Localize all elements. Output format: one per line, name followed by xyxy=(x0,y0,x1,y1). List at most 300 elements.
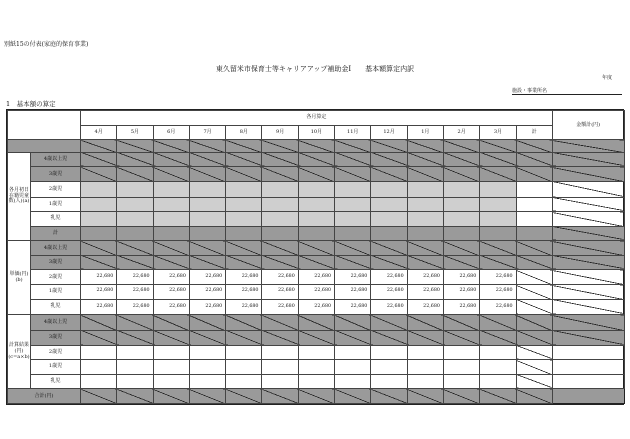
result-cell[interactable] xyxy=(335,345,371,360)
price-cell xyxy=(81,255,117,270)
month-header-cell xyxy=(153,125,189,140)
row-label: 3歳児 xyxy=(48,259,63,266)
count-cell[interactable] xyxy=(407,181,443,197)
unit-price: 22,680 xyxy=(314,303,332,309)
result-cell[interactable] xyxy=(81,360,117,375)
unit-price: 22,680 xyxy=(169,273,186,279)
result-cell xyxy=(407,315,443,331)
count-cell[interactable] xyxy=(81,181,117,197)
table-cell xyxy=(335,140,371,153)
table-row xyxy=(8,140,625,153)
sum-cell xyxy=(516,212,552,227)
sum-cell xyxy=(516,374,552,389)
unit-price: 22,680 xyxy=(96,303,114,309)
month-header-cell xyxy=(81,125,117,140)
table-cell xyxy=(407,140,443,153)
count-cell xyxy=(262,226,298,241)
count-cell[interactable] xyxy=(298,181,334,197)
sum-cell xyxy=(516,241,552,256)
price-cell xyxy=(407,285,443,300)
count-cell[interactable] xyxy=(81,197,117,212)
count-cell[interactable] xyxy=(407,212,443,227)
row-label-cell xyxy=(31,241,81,256)
unit-price: 22,680 xyxy=(132,288,150,294)
month-header-cell xyxy=(298,125,334,140)
unit-price: 22,680 xyxy=(314,288,332,294)
month-header: 10月 xyxy=(310,128,323,135)
total-month-cell xyxy=(81,389,117,404)
unit-price: 22,680 xyxy=(495,288,513,294)
result-cell[interactable] xyxy=(262,374,298,389)
count-cell xyxy=(117,152,153,167)
total-sum-cell xyxy=(516,389,552,404)
row-label: 乳児 xyxy=(50,215,61,222)
unit-price: 22,680 xyxy=(459,288,477,294)
table-cell xyxy=(8,140,81,153)
result-cell[interactable] xyxy=(226,345,262,360)
count-cell xyxy=(443,226,479,241)
sum-cell xyxy=(516,330,552,345)
unit-price: 22,680 xyxy=(96,273,114,279)
price-cell xyxy=(117,270,153,285)
table-cell xyxy=(226,140,262,153)
result-cell xyxy=(226,330,262,345)
result-cell[interactable] xyxy=(443,374,479,389)
sum-cell xyxy=(516,152,552,167)
row-label-cell xyxy=(31,212,81,227)
result-cell[interactable] xyxy=(189,345,225,360)
count-cell[interactable] xyxy=(153,212,189,227)
result-cell[interactable] xyxy=(480,345,516,360)
result-cell[interactable] xyxy=(480,374,516,389)
price-cell xyxy=(117,299,153,315)
unit-price: 22,680 xyxy=(169,303,186,309)
table-row xyxy=(8,212,625,227)
sum-cell xyxy=(516,181,552,197)
amount-cell[interactable] xyxy=(552,345,624,360)
row-label: 1歳児 xyxy=(48,363,63,370)
count-cell[interactable] xyxy=(443,197,479,212)
result-cell[interactable] xyxy=(189,360,225,375)
result-cell[interactable] xyxy=(81,374,117,389)
result-cell[interactable] xyxy=(371,374,407,389)
group-label: 各月初日在籍児童数(人)(a) xyxy=(8,186,30,205)
unit-price: 22,680 xyxy=(277,288,295,294)
total-label: 合計(円) xyxy=(34,392,54,399)
price-cell xyxy=(335,270,371,285)
result-cell xyxy=(117,330,153,345)
count-cell xyxy=(371,167,407,182)
table-row xyxy=(8,111,625,126)
result-cell xyxy=(81,330,117,345)
total-month-cell xyxy=(371,389,407,404)
count-cell[interactable] xyxy=(262,181,298,197)
count-cell xyxy=(153,167,189,182)
month-header: 4月 xyxy=(94,128,103,135)
month-header: 6月 xyxy=(167,128,176,135)
count-cell[interactable] xyxy=(480,197,516,212)
count-cell xyxy=(262,167,298,182)
amount-cell xyxy=(552,255,624,270)
amount-cell[interactable] xyxy=(552,374,624,389)
price-cell xyxy=(117,255,153,270)
table-cell xyxy=(480,140,516,153)
price-cell xyxy=(81,285,117,300)
corner-cell xyxy=(8,111,81,140)
price-cell xyxy=(153,299,189,315)
result-cell[interactable] xyxy=(443,345,479,360)
table-row xyxy=(8,125,625,140)
result-cell xyxy=(443,315,479,331)
count-cell xyxy=(226,226,262,241)
month-header: 1月 xyxy=(421,128,430,135)
amount-header: 金額計(円) xyxy=(576,121,601,128)
row-label-cell xyxy=(31,285,81,300)
unit-price: 22,680 xyxy=(241,288,259,294)
count-cell[interactable] xyxy=(117,197,153,212)
row-label: 3歳児 xyxy=(48,334,63,341)
row-label: 乳児 xyxy=(50,303,61,310)
result-cell xyxy=(480,315,516,331)
sum-header-cell xyxy=(516,125,552,140)
count-cell[interactable] xyxy=(335,212,371,227)
price-cell xyxy=(407,241,443,256)
price-cell xyxy=(262,255,298,270)
count-cell[interactable] xyxy=(262,212,298,227)
unit-price: 22,680 xyxy=(205,288,223,294)
row-label-cell xyxy=(31,345,81,360)
price-cell xyxy=(371,299,407,315)
amount-cell xyxy=(552,226,624,241)
document-title: 東久留米市保育士等キャリアアップ補助金Ⅰ 基本額算定内訳 xyxy=(215,65,415,73)
price-cell xyxy=(298,255,334,270)
result-cell xyxy=(298,330,334,345)
month-header: 7月 xyxy=(203,128,212,135)
result-cell[interactable] xyxy=(262,345,298,360)
result-cell[interactable] xyxy=(81,345,117,360)
result-cell[interactable] xyxy=(226,374,262,389)
count-cell[interactable] xyxy=(371,212,407,227)
unit-price: 22,680 xyxy=(205,273,223,279)
result-cell[interactable] xyxy=(117,374,153,389)
count-cell xyxy=(443,167,479,182)
price-cell xyxy=(117,285,153,300)
price-cell xyxy=(480,299,516,315)
month-header-cell xyxy=(443,125,479,140)
price-cell xyxy=(298,241,334,256)
price-cell xyxy=(335,241,371,256)
price-cell xyxy=(407,299,443,315)
count-cell xyxy=(443,152,479,167)
total-month-cell xyxy=(262,389,298,404)
price-cell xyxy=(480,285,516,300)
amount-cell[interactable] xyxy=(552,360,624,375)
result-cell xyxy=(226,315,262,331)
result-cell[interactable] xyxy=(117,345,153,360)
result-cell[interactable] xyxy=(226,360,262,375)
count-cell[interactable] xyxy=(480,212,516,227)
price-cell xyxy=(117,241,153,256)
month-header-cell xyxy=(189,125,225,140)
table-cell xyxy=(153,140,189,153)
result-cell[interactable] xyxy=(335,360,371,375)
total-month-cell xyxy=(407,389,443,404)
unit-price: 22,680 xyxy=(350,288,368,294)
table-row xyxy=(8,285,625,300)
unit-price: 22,680 xyxy=(459,273,477,279)
price-cell xyxy=(226,270,262,285)
total-month-cell xyxy=(153,389,189,404)
count-cell[interactable] xyxy=(226,181,262,197)
count-cell xyxy=(153,152,189,167)
count-cell xyxy=(335,226,371,241)
total-month-cell xyxy=(480,389,516,404)
table-cell xyxy=(516,140,552,153)
row-label: 4歳以上児 xyxy=(43,155,68,162)
table-row xyxy=(8,167,625,182)
unit-price: 22,680 xyxy=(423,288,440,294)
grand-total-cell[interactable] xyxy=(552,389,624,404)
amount-cell xyxy=(552,181,624,197)
price-cell xyxy=(189,270,225,285)
unit-price: 22,680 xyxy=(459,303,477,309)
row-label: 2歳児 xyxy=(48,273,63,280)
amount-cell xyxy=(552,241,624,256)
price-cell xyxy=(262,270,298,285)
result-cell[interactable] xyxy=(153,360,189,375)
table-row xyxy=(8,152,625,167)
result-cell[interactable] xyxy=(480,360,516,375)
total-month-cell xyxy=(298,389,334,404)
table-row xyxy=(8,315,625,331)
price-cell xyxy=(407,270,443,285)
row-label: 4歳以上児 xyxy=(43,319,68,326)
row-label: 1歳児 xyxy=(48,200,63,207)
result-cell[interactable] xyxy=(189,374,225,389)
price-cell xyxy=(335,299,371,315)
count-cell[interactable] xyxy=(189,181,225,197)
count-cell[interactable] xyxy=(371,181,407,197)
unit-price: 22,680 xyxy=(169,288,186,294)
month-header-cell xyxy=(407,125,443,140)
unit-price: 22,680 xyxy=(241,273,259,279)
sum-cell xyxy=(516,197,552,212)
price-cell xyxy=(153,241,189,256)
count-cell[interactable] xyxy=(153,197,189,212)
unit-price: 22,680 xyxy=(96,288,114,294)
price-cell xyxy=(443,241,479,256)
sum-header: 計 xyxy=(531,128,537,135)
price-cell xyxy=(335,285,371,300)
count-cell xyxy=(226,167,262,182)
price-cell xyxy=(298,285,334,300)
result-cell xyxy=(298,315,334,331)
result-cell[interactable] xyxy=(407,374,443,389)
count-cell[interactable] xyxy=(189,212,225,227)
result-cell[interactable] xyxy=(298,360,334,375)
table-cell xyxy=(298,140,334,153)
count-cell xyxy=(371,226,407,241)
count-cell xyxy=(262,152,298,167)
price-cell xyxy=(81,299,117,315)
result-cell[interactable] xyxy=(335,374,371,389)
count-cell[interactable] xyxy=(81,212,117,227)
count-cell xyxy=(407,167,443,182)
result-cell xyxy=(407,330,443,345)
unit-price: 22,680 xyxy=(386,303,404,309)
count-cell[interactable] xyxy=(262,197,298,212)
count-cell[interactable] xyxy=(226,212,262,227)
month-header: 12月 xyxy=(383,128,395,135)
unit-price: 22,680 xyxy=(277,273,295,279)
count-cell xyxy=(298,167,334,182)
count-cell xyxy=(407,152,443,167)
count-cell[interactable] xyxy=(371,197,407,212)
row-label-cell xyxy=(31,255,81,270)
amount-cell xyxy=(552,299,624,315)
total-label-cell xyxy=(8,389,81,404)
table-row xyxy=(8,374,625,389)
result-cell xyxy=(117,315,153,331)
row-label: 計 xyxy=(52,229,58,236)
facility-name-label: 施設・事業所名 xyxy=(512,88,548,94)
total-month-cell xyxy=(117,389,153,404)
sum-cell xyxy=(516,360,552,375)
unit-price: 22,680 xyxy=(386,288,404,294)
amount-header-cell xyxy=(552,111,624,140)
total-month-cell xyxy=(335,389,371,404)
month-header-cell xyxy=(480,125,516,140)
count-cell xyxy=(117,226,153,241)
count-cell xyxy=(480,167,516,182)
result-cell[interactable] xyxy=(443,360,479,375)
result-cell xyxy=(189,330,225,345)
result-cell[interactable] xyxy=(153,374,189,389)
result-cell xyxy=(443,330,479,345)
amount-cell xyxy=(552,285,624,300)
table-row xyxy=(8,389,625,404)
year-label: 年度 xyxy=(602,75,613,81)
price-cell xyxy=(298,299,334,315)
row-label: 乳児 xyxy=(50,377,61,384)
count-cell[interactable] xyxy=(117,181,153,197)
result-cell xyxy=(371,330,407,345)
row-label-cell xyxy=(31,167,81,182)
result-cell[interactable] xyxy=(117,360,153,375)
count-cell xyxy=(480,152,516,167)
row-label-cell xyxy=(31,374,81,389)
facility-name-line xyxy=(512,94,622,95)
result-cell[interactable] xyxy=(298,345,334,360)
row-label-cell xyxy=(31,197,81,212)
result-cell xyxy=(335,330,371,345)
unit-price: 22,680 xyxy=(386,273,404,279)
price-cell xyxy=(262,241,298,256)
count-cell xyxy=(189,226,225,241)
count-cell xyxy=(371,152,407,167)
month-header-cell xyxy=(371,125,407,140)
count-cell[interactable] xyxy=(226,197,262,212)
table-cell xyxy=(262,140,298,153)
price-cell xyxy=(480,241,516,256)
sum-cell xyxy=(516,299,552,315)
row-label-cell xyxy=(31,360,81,375)
count-cell[interactable] xyxy=(335,197,371,212)
unit-price: 22,680 xyxy=(277,303,295,309)
sum-cell xyxy=(516,167,552,182)
group-label-cell xyxy=(8,241,31,315)
price-cell xyxy=(189,285,225,300)
result-cell[interactable] xyxy=(262,360,298,375)
calculation-table xyxy=(6,109,624,405)
amount-cell xyxy=(552,167,624,182)
result-cell[interactable] xyxy=(407,345,443,360)
result-cell[interactable] xyxy=(298,374,334,389)
row-label-cell xyxy=(31,299,81,315)
count-cell xyxy=(335,167,371,182)
price-cell xyxy=(371,241,407,256)
count-cell[interactable] xyxy=(480,181,516,197)
count-cell[interactable] xyxy=(335,181,371,197)
price-cell xyxy=(81,241,117,256)
price-cell xyxy=(371,285,407,300)
row-label: 4歳以上児 xyxy=(43,244,68,251)
sum-cell xyxy=(516,315,552,331)
sum-cell xyxy=(516,270,552,285)
sum-cell xyxy=(516,345,552,360)
price-cell xyxy=(262,299,298,315)
table-row xyxy=(8,330,625,345)
row-label-cell xyxy=(31,181,81,197)
count-cell[interactable] xyxy=(443,212,479,227)
count-cell[interactable] xyxy=(298,197,334,212)
count-cell xyxy=(226,152,262,167)
count-cell[interactable] xyxy=(407,197,443,212)
month-header-cell xyxy=(117,125,153,140)
price-cell xyxy=(189,255,225,270)
price-cell xyxy=(443,270,479,285)
calculation-grid xyxy=(7,110,625,404)
count-cell xyxy=(335,152,371,167)
unit-price: 22,680 xyxy=(423,303,440,309)
month-header: 9月 xyxy=(276,128,285,135)
price-cell xyxy=(443,255,479,270)
count-cell[interactable] xyxy=(117,212,153,227)
row-label-cell xyxy=(31,226,81,241)
price-cell xyxy=(226,285,262,300)
result-cell[interactable] xyxy=(371,360,407,375)
price-cell xyxy=(153,270,189,285)
monthly-header: 各月算定 xyxy=(306,114,327,121)
result-cell[interactable] xyxy=(407,360,443,375)
table-cell xyxy=(371,140,407,153)
table-row xyxy=(8,270,625,285)
count-cell[interactable] xyxy=(189,197,225,212)
result-cell[interactable] xyxy=(371,345,407,360)
table-cell xyxy=(552,140,624,153)
price-cell xyxy=(226,255,262,270)
count-cell[interactable] xyxy=(298,212,334,227)
unit-price: 22,680 xyxy=(132,273,150,279)
count-cell[interactable] xyxy=(153,181,189,197)
price-cell xyxy=(262,285,298,300)
group-label-cell xyxy=(8,152,31,241)
price-cell xyxy=(81,270,117,285)
count-cell[interactable] xyxy=(443,181,479,197)
row-label-cell xyxy=(31,315,81,331)
monthly-header-cell xyxy=(81,111,553,126)
result-cell[interactable] xyxy=(153,345,189,360)
